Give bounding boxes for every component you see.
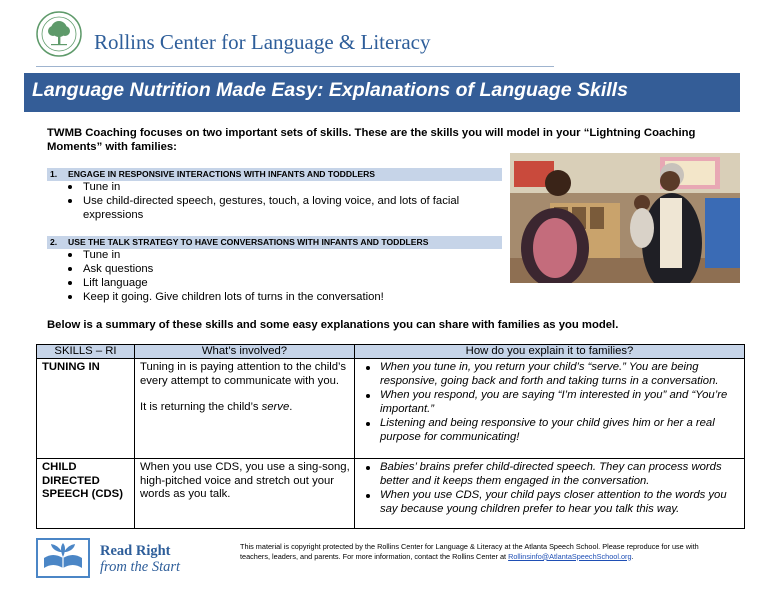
involved-text: . bbox=[289, 401, 293, 413]
list-item: Keep it going. Give children lots of turns in the conversation! bbox=[65, 290, 505, 304]
involved-cell: When you use CDS, you use a sing-song, high-pitched voice and stretch out your words as you talk. bbox=[135, 459, 355, 529]
section-1-bullets bbox=[65, 180, 485, 222]
explain-list bbox=[360, 361, 740, 444]
open-book-icon bbox=[36, 538, 90, 578]
list-item: Use child-directed speech, gestures, touch, a loving voice, and lots of facial expressions bbox=[65, 194, 485, 222]
intro-text: TWMB Coaching focuses on two important sets of skills. These are the skills you will model in your “Lightning Coaching Moments” with families: bbox=[47, 127, 696, 153]
skill-cell: CHILD DIRECTED SPEECH (CDS) bbox=[37, 459, 135, 529]
table-header-row bbox=[37, 345, 745, 359]
logo-line-1: Read Right bbox=[100, 543, 171, 559]
list-item: When you respond, you are saying “I’m interested in you” and “You’re important.” bbox=[360, 389, 740, 416]
copyright-notice bbox=[240, 542, 730, 561]
table-row bbox=[37, 459, 745, 529]
section-number: 1. bbox=[50, 169, 58, 179]
list-item: Ask questions bbox=[65, 262, 505, 276]
skills-table bbox=[36, 344, 745, 529]
explain-list bbox=[360, 461, 740, 516]
list-item: Lift language bbox=[65, 276, 505, 290]
list-item: Listening and being responsive to your child gives him or her a real purpose for communicating! bbox=[360, 417, 740, 444]
involved-text: It is returning the child’s bbox=[140, 401, 262, 413]
copyright-text: This material is copyright protected by the Rollins Center for Language & Literacy at the Atlanta Speech School. Please reproduce for use with teachers, leaders, and parents. For more information, contact the Rollins Center at bbox=[240, 542, 699, 561]
copyright-end: . bbox=[631, 551, 634, 561]
header-divider bbox=[36, 66, 554, 67]
involved-emphasis: serve bbox=[261, 401, 290, 413]
contact-email-link[interactable]: Rollinsinfo@AtlantaSpeechSchool.org bbox=[508, 551, 632, 561]
column-header-involved: What’s involved? bbox=[135, 345, 355, 359]
page-title: Language Nutrition Made Easy: Explanations of Language Skills bbox=[32, 79, 628, 101]
tree-seal-icon bbox=[36, 11, 82, 57]
section-heading-text: USE THE TALK STRATEGY TO HAVE CONVERSATIONS WITH INFANTS AND TODDLERS bbox=[68, 237, 429, 247]
skill-cell: TUNING IN bbox=[37, 359, 135, 459]
section-heading-text: ENGAGE IN RESPONSIVE INTERACTIONS WITH INFANTS AND TODDLERS bbox=[68, 169, 376, 179]
involved-paragraph bbox=[140, 401, 350, 415]
summary-text: Below is a summary of these skills and some easy explanations you can share with families as you model. bbox=[47, 319, 619, 331]
section-number: 2. bbox=[50, 237, 58, 247]
column-header-explain: How do you explain it to families? bbox=[355, 345, 745, 359]
involved-paragraph: Tuning in is paying attention to the child’s every attempt to communicate with you. bbox=[140, 361, 346, 387]
list-item: Babies’ brains prefer child-directed speech. They can process words better and it keeps them engaged in the conversation. bbox=[360, 461, 740, 488]
involved-cell bbox=[135, 359, 355, 459]
list-item: When you use CDS, your child pays closer attention to the words you say because young children prefer to hear you talk this way. bbox=[360, 489, 740, 516]
classroom-photo bbox=[510, 153, 740, 283]
explain-cell bbox=[355, 459, 745, 529]
org-name: Rollins Center for Language & Literacy bbox=[94, 30, 431, 54]
title-bar bbox=[24, 73, 740, 112]
read-right-logo-text bbox=[100, 543, 180, 575]
list-item: Tune in bbox=[65, 248, 505, 262]
column-header-skills: SKILLS – RI bbox=[37, 345, 135, 359]
section-2-bullets bbox=[65, 248, 505, 304]
logo-line-2: from the Start bbox=[100, 559, 181, 575]
list-item: When you tune in, you return your child’s “serve.” You are being responsive, going back and forth and taking turns in a conversation. bbox=[360, 361, 740, 388]
explain-cell bbox=[355, 359, 745, 459]
table-row bbox=[37, 359, 745, 459]
list-item: Tune in bbox=[65, 180, 485, 194]
